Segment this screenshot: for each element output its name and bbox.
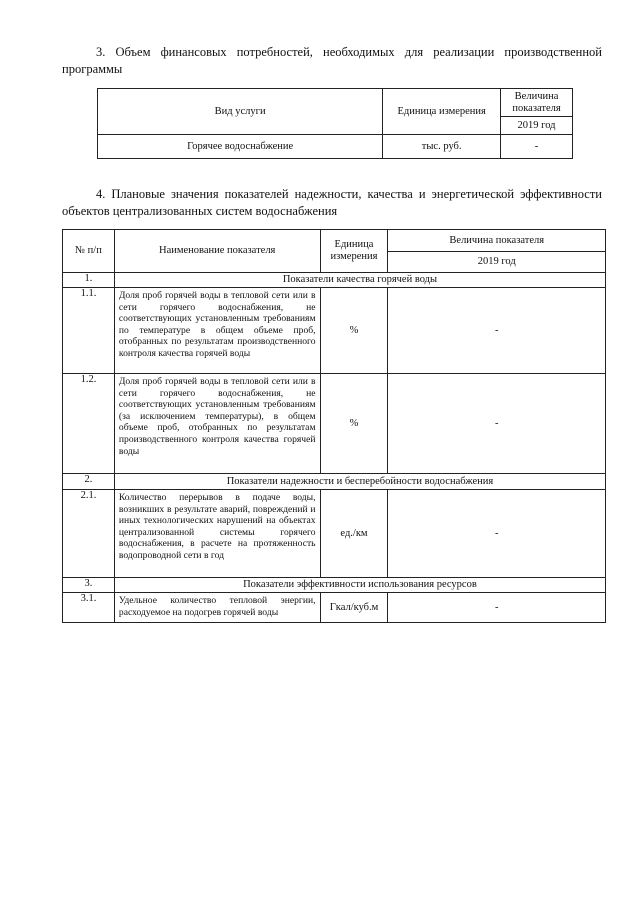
row-value: - xyxy=(388,490,606,578)
service-cell: Горячее водоснабжение xyxy=(98,135,383,159)
indicators-table xyxy=(62,229,606,623)
section-3-heading-text: 3. Объем финансовых потребностей, необходимых для реализации производственной программы xyxy=(62,45,602,76)
row-unit: ед./км xyxy=(320,490,388,578)
row-description: Количество перерывов в подаче воды, возникших в результате аварий, повреждений и иных технологических нарушений на объектах централизованной системы горячего водоснабжения, в расчете на протяженность водопроводной сети в год xyxy=(114,490,320,578)
header-num: № п/п xyxy=(63,230,115,273)
header-value: Величина показателя xyxy=(388,230,606,252)
section-row xyxy=(63,578,606,593)
header-unit: Единица измерения xyxy=(383,89,501,135)
table-row xyxy=(63,374,606,474)
row-unit: % xyxy=(320,288,388,374)
table-row xyxy=(63,490,606,578)
section-row xyxy=(63,474,606,490)
row-value: - xyxy=(388,374,606,474)
table-row xyxy=(63,593,606,623)
row-unit: Гкал/куб.м xyxy=(320,593,388,623)
section-num: 2. xyxy=(63,474,115,490)
section-3-heading xyxy=(62,44,602,78)
value-cell: - xyxy=(501,135,573,159)
section-num: 1. xyxy=(63,273,115,288)
row-value: - xyxy=(388,593,606,623)
header-year: 2019 год xyxy=(388,252,606,273)
header-unit: Единица измерения xyxy=(320,230,388,273)
header-value: Величина показателя xyxy=(501,89,573,117)
row-description: Доля проб горячей воды в тепловой сети или в сети горячего водоснабжения, не соответствующих установленным требованиям по температуре в общем объеме проб, отобранных по результатам производственного контроля качества горячей воды xyxy=(114,288,320,374)
header-year: 2019 год xyxy=(501,117,573,135)
section-num: 3. xyxy=(63,578,115,593)
section-title: Показатели эффективности использования ресурсов xyxy=(114,578,605,593)
row-description: Удельное количество тепловой энергии, расходуемое на подогрев горячей воды xyxy=(114,593,320,623)
unit-cell: тыс. руб. xyxy=(383,135,501,159)
section-title: Показатели качества горячей воды xyxy=(114,273,605,288)
row-num: 2.1. xyxy=(63,490,115,578)
section-row xyxy=(63,273,606,288)
row-unit: % xyxy=(320,374,388,474)
row-description: Доля проб горячей воды в тепловой сети или в сети горячего водоснабжения, не соответствующих установленным требованиям (за исключением температуры), в общем объеме проб, отобранных по результатам производственного контроля качества горячей воды xyxy=(114,374,320,474)
row-num: 1.1. xyxy=(63,288,115,374)
header-name: Наименование показателя xyxy=(114,230,320,273)
financial-needs-table xyxy=(97,88,573,159)
row-value: - xyxy=(388,288,606,374)
section-title: Показатели надежности и бесперебойности водоснабжения xyxy=(114,474,605,490)
row-num: 3.1. xyxy=(63,593,115,623)
table-row xyxy=(98,135,573,159)
table-row xyxy=(63,288,606,374)
row-num: 1.2. xyxy=(63,374,115,474)
header-service: Вид услуги xyxy=(98,89,383,135)
section-4-heading xyxy=(62,186,602,220)
section-4-heading-text: 4. Плановые значения показателей надежности, качества и энергетической эффективности объектов централизованных систем водоснабжения xyxy=(62,187,602,218)
